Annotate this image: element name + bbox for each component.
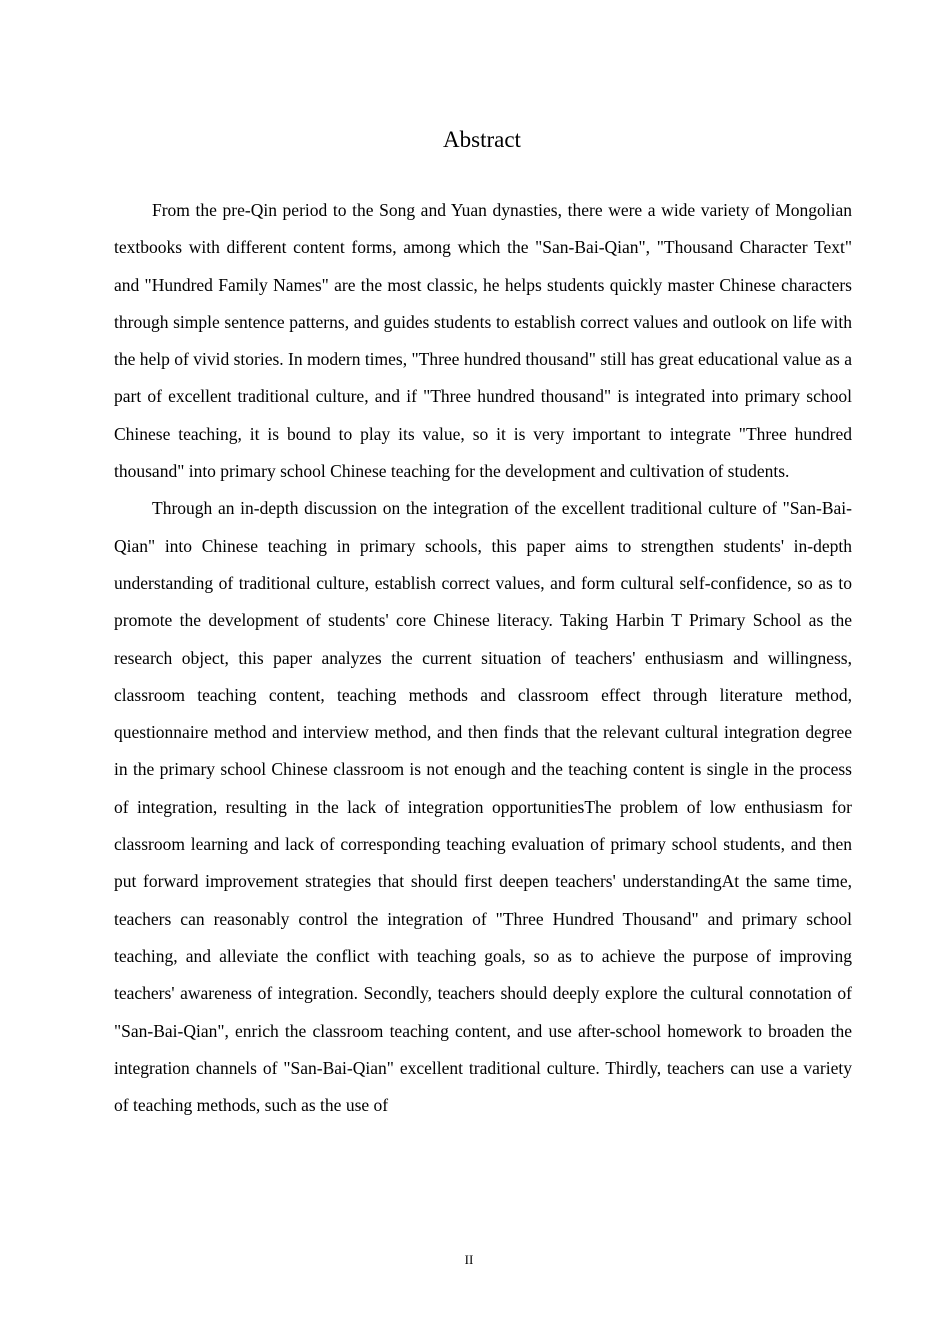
- abstract-body: [114, 192, 852, 1124]
- abstract-title: Abstract: [443, 127, 521, 152]
- abstract-paragraph-2: Through an in-depth discussion on the integration of the excellent traditional culture of "San-Bai-Qian" into Chinese teaching in primary schools, this paper aims to strengthen students' in-depth understanding of traditional culture, establish correct values, and form cultural self-confidence, so as to promote the development of students' core Chinese literacy. Taking Harbin T Primary School as the research object, this paper analyzes the current situation of teachers' enthusiasm and willingness, classroom teaching content, teaching methods and classroom effect through literature method, questionnaire method and interview method, and then finds that the relevant cultural integration degree in the primary school Chinese classroom is not enough and the teaching content is single in the process of integration, resulting in the lack of integration opportunitiesThe problem of low enthusiasm for classroom learning and lack of corresponding teaching evaluation of primary school students, and then put forward improvement strategies that should first deepen teachers' understandingAt the same time, teachers can reasonably control the integration of "Three Hundred Thousand" and primary school teaching, and alleviate the conflict with teaching goals, so as to achieve the purpose of improving teachers' awareness of integration. Secondly, teachers should deeply explore the cultural connotation of "San-Bai-Qian", enrich the classroom teaching content, and use after-school homework to broaden the integration channels of "San-Bai-Qian" excellent traditional culture. Thirdly, teachers can use a variety of teaching methods, such as the use of: [114, 498, 852, 1116]
- page-number: II: [464, 1252, 474, 1267]
- abstract-paragraph-1: From the pre-Qin period to the Song and Yuan dynasties, there were a wide variety of Mongolian textbooks with different content forms, among which the "San-Bai-Qian", "Thousand Character Text" and "Hundred Family Names" are the most classic, he helps students quickly master Chinese characters through simple sentence patterns, and guides students to establish correct values and outlook on life with the help of vivid stories. In modern times, "Three hundred thousand" still has great educational value as a part of excellent traditional culture, and if "Three hundred thousand" is integrated into primary school Chinese teaching, it is bound to play its value, so it is very important to integrate "Three hundred thousand" into primary school Chinese teaching for the development and cultivation of students.: [114, 200, 852, 482]
